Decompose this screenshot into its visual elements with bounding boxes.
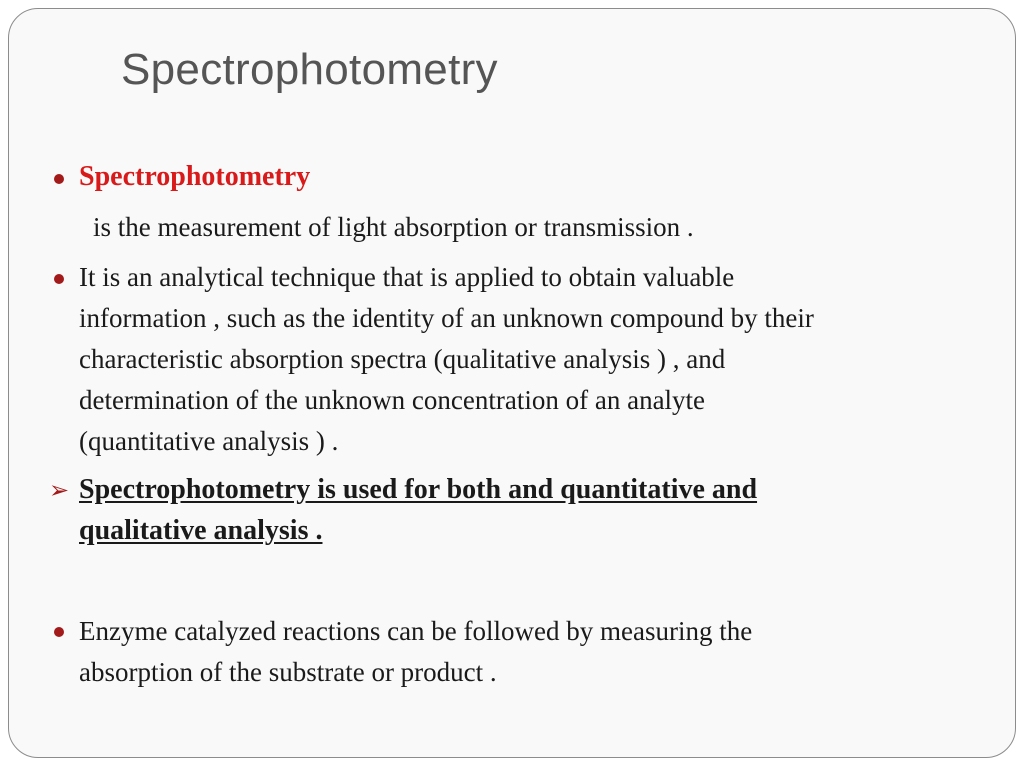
bullet-line: Enzyme catalyzed reactions can be followed by measuring the — [79, 616, 753, 646]
slide-title: Spectrophotometry — [121, 45, 498, 94]
slide-frame — [8, 8, 1016, 758]
bullet-line: (quantitative analysis ) . — [79, 426, 339, 456]
slide-body — [9, 9, 1015, 757]
arrowhead-right-icon: ➢ — [49, 476, 70, 504]
bullet-line-emphasis: qualitative analysis . — [79, 515, 323, 546]
bullet-heading: Spectrophotometry — [79, 161, 311, 192]
bullet-line: information , such as the identity of an unknown compound by their — [79, 303, 814, 333]
bullet-dot-icon — [54, 627, 64, 637]
bullet-subline: is the measurement of light absorption or transmission . — [93, 212, 694, 242]
bullet-line: It is an analytical technique that is applied to obtain valuable — [79, 262, 735, 292]
bullet-line: characteristic absorption spectra (qualitative analysis ) , and — [79, 344, 726, 374]
bullet-dot-icon — [54, 274, 64, 284]
bullet-line: absorption of the substrate or product . — [79, 657, 497, 687]
bullet-dot-icon — [54, 174, 64, 184]
bullet-line-emphasis: Spectrophotometry is used for both and quantitative and — [79, 474, 758, 505]
bullet-line: determination of the unknown concentration of an analyte — [79, 385, 706, 415]
